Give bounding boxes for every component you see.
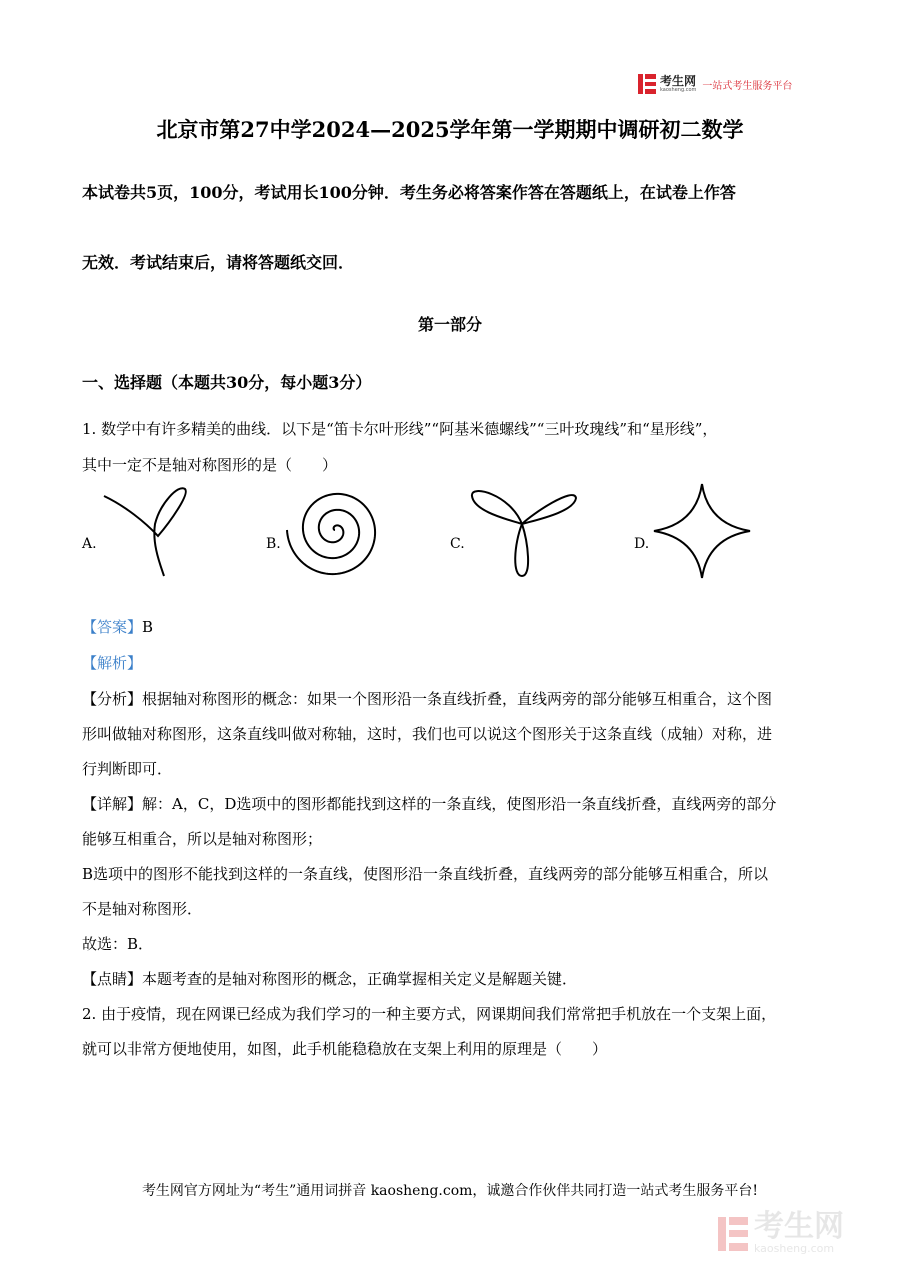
dianjing-line [82, 968, 577, 989]
choice-line: 故选：B． [82, 935, 154, 953]
answer-value: B [142, 618, 154, 636]
watermark-name: 考生网 [754, 1209, 844, 1244]
option-d-label: D. [634, 536, 650, 552]
page-title: 北京市第27中学2024—2025学年第一学期期中调研初二数学 [156, 117, 744, 142]
q2-stem-line-1: 2. 由于疫情，现在网课已经成为我们学习的一种主要方式，网课期间我们常常把手机放在一个支架上面， [82, 1005, 777, 1023]
figure-three-leaf-rose [470, 484, 578, 579]
xiangjie-line-4: 不是轴对称图形． [82, 900, 203, 918]
xiangjie-line-1 [82, 793, 776, 814]
fenxi-text-1: 根据轴对称图形的概念：如果一个图形沿一条直线折叠，直线两旁的部分能够互相重合，这个图 [142, 690, 773, 708]
logo-domain: kaosheng.com [660, 87, 697, 93]
q1-stem-line-1: 1. 数学中有许多精美的曲线．以下是“笛卡尔叶形线”“阿基米德螺线”“三叶玫瑰线”和“星形线”， [82, 420, 718, 438]
intro-line-1: 本试卷共5页，100分，考试用长100分钟．考生务必将答案作答在答题纸上，在试卷上作答 [82, 183, 736, 202]
dianjing-label: 【点睛】 [82, 970, 143, 988]
intro-line-2: 无效．考试结束后，请将答题纸交回． [82, 253, 355, 272]
figure-folium-of-descartes [100, 484, 200, 579]
fenxi-line-3: 行判断即可． [82, 760, 173, 778]
dianjing-text: 本题考查的是轴对称图形的概念，正确掌握相关定义是解题关键． [142, 970, 578, 988]
answer-label: 【答案】 [82, 618, 143, 636]
fenxi-line-1 [82, 688, 772, 709]
option-b-label: B. [266, 536, 281, 552]
xiangjie-line-3: B选项中的图形不能找到这样的一条直线，使图形沿一条直线折叠，直线两旁的部分能够互相重合，所以 [82, 865, 769, 883]
figure-archimedean-spiral [285, 484, 387, 579]
fenxi-line-2: 形叫做轴对称图形，这条直线叫做对称轴，这时，我们也可以说这个图形关于这条直线（成轴）对称，进 [82, 725, 773, 743]
fenxi-label: 【分析】 [82, 690, 143, 708]
spiral-curve [287, 494, 375, 574]
xiangjie-line-2: 能够互相重合，所以是轴对称图形； [82, 830, 323, 848]
footer-note: 考生网官方网址为“考生”通用词拼音 kaosheng.com，诚邀合作伙伴共同打造一站式考生服务平台! [141, 1183, 759, 1199]
watermark-mark-icon [718, 1217, 748, 1251]
part-title: 第一部分 [417, 315, 482, 334]
watermark [718, 1209, 844, 1255]
option-a-label: A. [82, 536, 97, 552]
site-logo [638, 72, 792, 96]
option-c-label: C. [450, 536, 465, 552]
analysis-label: 【解析】 [82, 654, 143, 672]
figure-astroid [652, 482, 752, 580]
logo-name: 考生网 [660, 74, 697, 88]
q1-stem-line-2: 其中一定不是轴对称图形的是（ ） [82, 456, 338, 474]
watermark-domain: kaosheng.com [754, 1242, 835, 1255]
q2-stem-line-2: 就可以非常方便地使用，如图，此手机能稳稳放在支架上利用的原理是（ ） [82, 1040, 608, 1058]
logo-slogan: 一站式考生服务平台 [702, 80, 793, 92]
q1-answer [82, 616, 153, 637]
xiangjie-label: 【详解】 [82, 795, 143, 813]
xiangjie-text-1: 解：A，C，D选项中的图形都能找到这样的一条直线，使图形沿一条直线折叠，直线两旁的部分 [142, 795, 777, 813]
section-title: 一、选择题（本题共30分，每小题3分） [82, 373, 372, 392]
logo-mark-icon [638, 74, 656, 94]
